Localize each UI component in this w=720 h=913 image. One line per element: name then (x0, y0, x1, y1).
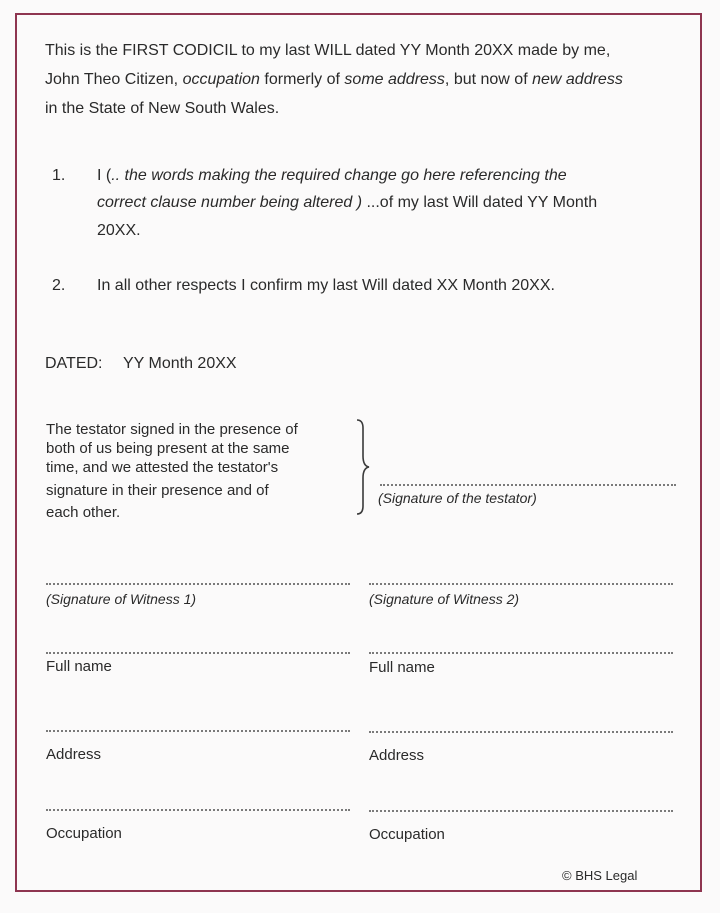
clause-2-number: 2. (52, 277, 66, 294)
dated-label: DATED: (45, 355, 103, 372)
attestation-line: both of us being present at the same (46, 440, 290, 457)
clause-text: I ( (97, 167, 112, 184)
witness-1-signature-line[interactable] (46, 583, 350, 585)
testator-signature-line[interactable] (380, 484, 676, 486)
old-address-placeholder: some address (344, 71, 445, 88)
intro-line-2 (45, 70, 623, 90)
clause-1-line-1 (97, 166, 567, 186)
witness-2-signature-caption: (Signature of Witness 2) (369, 591, 520, 607)
testator-signature-caption: (Signature of the testator) (378, 490, 537, 506)
intro-text: , but now of (444, 71, 533, 88)
witness-2-full-name-line[interactable] (369, 652, 673, 654)
copyright-notice: © BHS Legal (562, 868, 638, 883)
witness-1-address-label: Address (46, 746, 102, 763)
occupation-placeholder: occupation (182, 71, 260, 88)
clause-1-line-2 (97, 193, 597, 213)
clause-1-line-3: 20XX. (97, 222, 141, 239)
attestation-line: The testator signed in the presence of (46, 421, 298, 438)
clause-text: ...of my last Will dated YY Month (366, 194, 598, 211)
witness-2-full-name-label: Full name (369, 659, 435, 676)
witness-1-occupation-line[interactable] (46, 809, 350, 811)
intro-line-3: in the State of New South Wales. (45, 100, 280, 117)
intro-line-1: This is the FIRST CODICIL to my last WILL dated YY Month 20XX made by me, (45, 42, 611, 59)
attestation-line: signature in their presence and of (46, 482, 269, 499)
witness-1-signature-caption: (Signature of Witness 1) (46, 591, 197, 607)
witness-2-occupation-label: Occupation (369, 826, 445, 843)
attestation-line: time, and we attested the testator's (46, 459, 279, 476)
intro-text: formerly of (259, 71, 345, 88)
witness-1-address-line[interactable] (46, 730, 350, 732)
testator-name: John Theo Citizen, (45, 71, 183, 88)
witness-1-occupation-label: Occupation (46, 825, 122, 842)
clause-placeholder: .. the words making the required change go here referencing the (111, 167, 567, 184)
clause-placeholder: correct clause number being altered ) (97, 194, 367, 211)
witness-2-signature-line[interactable] (369, 583, 673, 585)
clause-1-number: 1. (52, 167, 66, 184)
witness-1-full-name-label: Full name (46, 658, 112, 675)
clause-2-text: In all other respects I confirm my last Will dated XX Month 20XX. (97, 277, 555, 294)
witness-1-full-name-line[interactable] (46, 652, 350, 654)
witness-2-address-line[interactable] (369, 731, 673, 733)
attestation-line: each other. (46, 504, 121, 521)
new-address-placeholder: new address (532, 71, 623, 88)
witness-2-occupation-line[interactable] (369, 810, 673, 812)
witness-2-address-label: Address (369, 747, 425, 764)
dated-value: YY Month 20XX (123, 355, 237, 372)
curly-brace-icon (351, 418, 373, 516)
